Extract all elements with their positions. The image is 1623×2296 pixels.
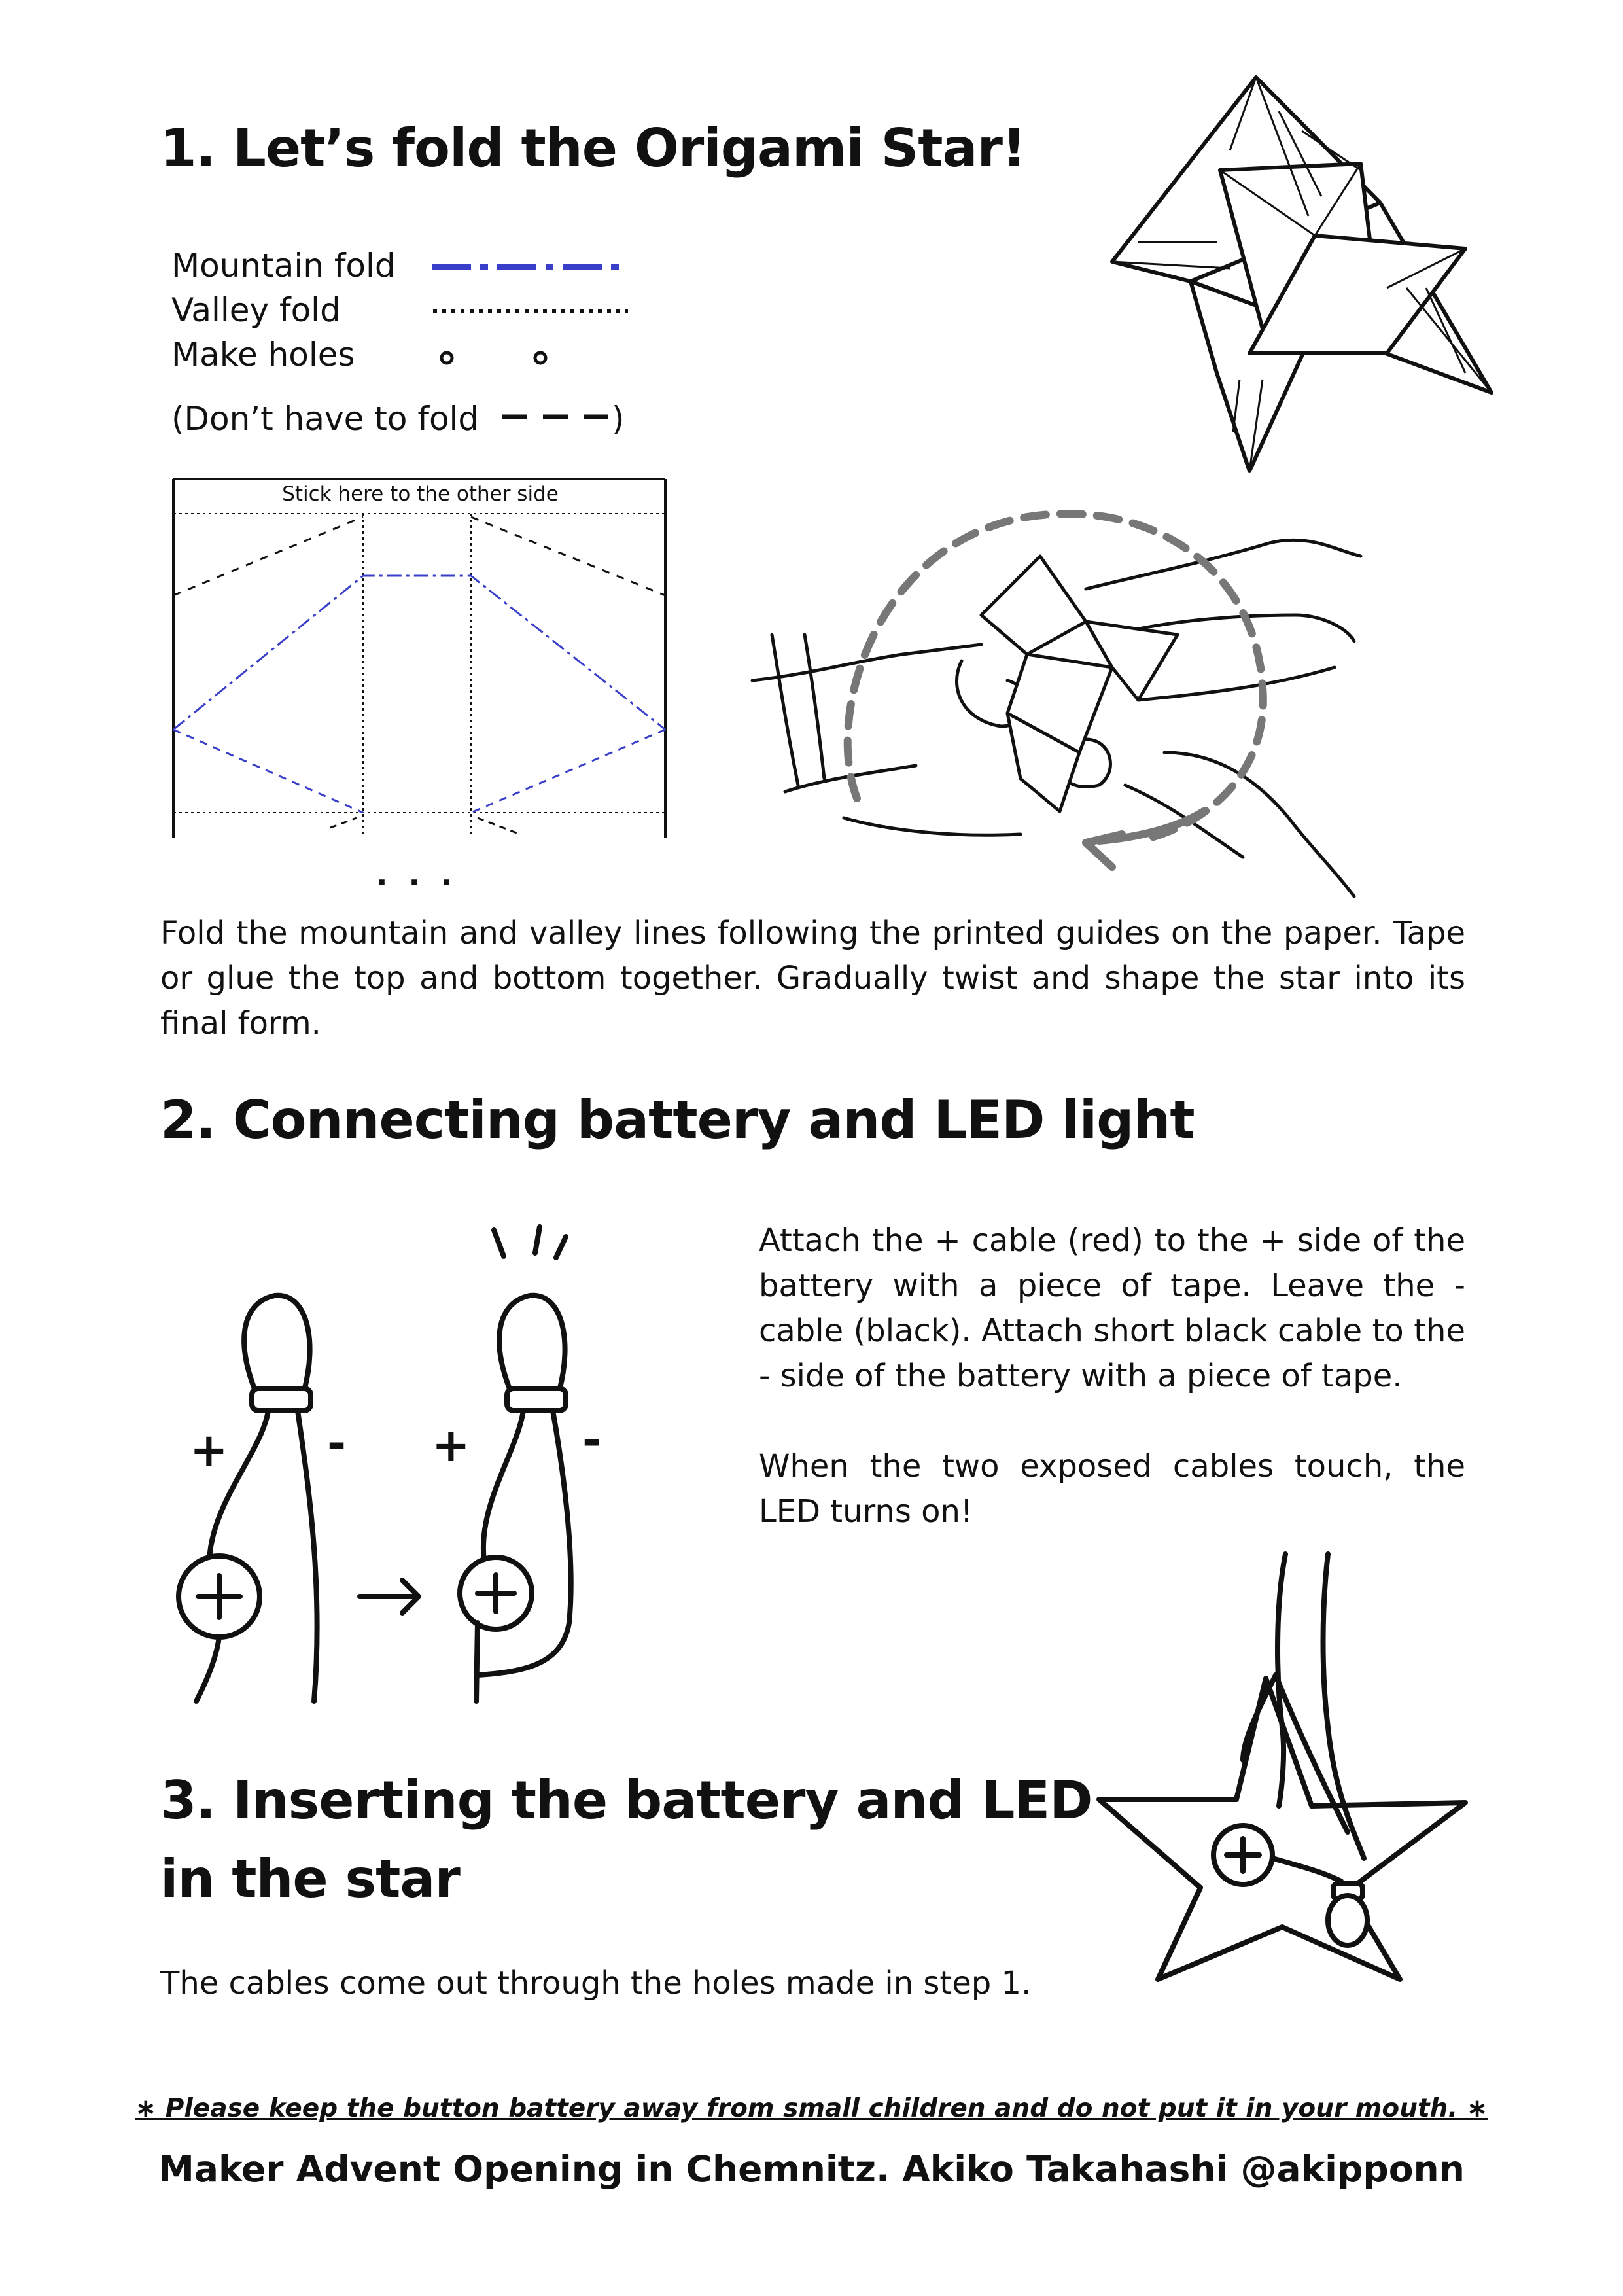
safety-warning: ∗ Please keep the button battery away from small children and do not put it in your mouth. ∗ [135,2094,1488,2123]
legend-valley-label: Valley fold [171,291,341,329]
origami-star-illustration [1099,72,1518,478]
pattern-ellipsis: . . . [376,857,458,892]
hands-twisting-illustration [746,504,1367,910]
pattern-stick-label: Stick here to the other side [282,482,559,506]
section1-description: Fold the mountain and valley lines following the printed guides on the paper. Tape or glue the top and bottom together. Gradually twist and shape the star into its final form. [160,915,1465,1042]
section3-title-line2: in the star [160,1848,460,1909]
right-plus-sign: + [432,1419,470,1472]
section2-paragraph1: Attach the + cable (red) to the + side of the battery with a piece of tape. Leave the - cable (black). Attach short black cable to the - side of the battery with a piece of tape. [759,1222,1465,1394]
right-minus-sign: - [582,1413,602,1467]
legend-holes-label: Make holes [171,336,355,374]
legend-note-suffix: ) [612,400,625,438]
hole-mark-left [442,353,452,363]
fold-pattern-diagram [167,478,677,838]
section3-description: The cables come out through the holes made in step 1. [160,1965,1032,2002]
left-minus-sign: - [327,1417,347,1470]
author-credit: Maker Advent Opening in Chemnitz. Akiko Takahashi @akipponn [158,2148,1465,2190]
left-plus-sign: + [190,1423,228,1477]
section2-paragraph2: When the two exposed cables touch, the LED turns on! [759,1448,1465,1530]
section1-title: 1. Let’s fold the Origami Star! [160,118,1026,179]
battery-led-circuit-illustration [164,1217,661,1727]
hole-mark-right [535,353,546,363]
legend-mountain-label: Mountain fold [171,247,396,285]
section2-title: 2. Connecting battery and LED light [160,1089,1195,1150]
legend-note-label: (Don’t have to fold [171,400,480,438]
section3-title-line1: 3. Inserting the battery and LED [160,1770,1092,1831]
star-with-battery-illustration [1086,1544,1492,1989]
